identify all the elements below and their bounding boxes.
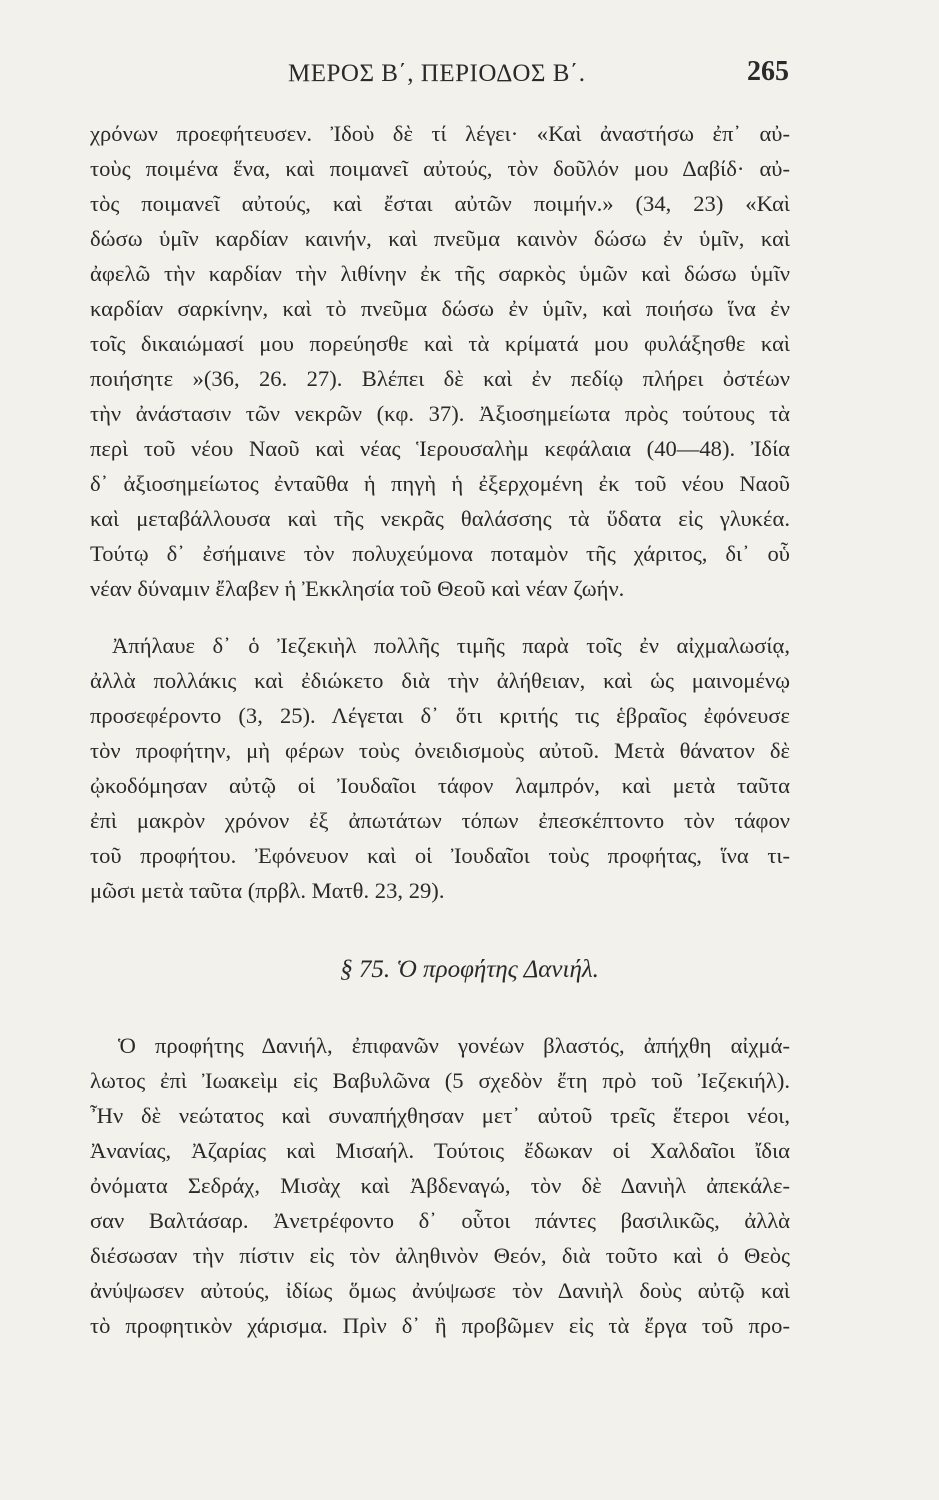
text-line: νέαν δύναμιν ἔλαβεν ἡ Ἐκκλησία τοῦ Θεοῦ καὶ νέαν ζωήν. <box>90 576 625 601</box>
paragraph-ezekiel-prophecy <box>90 116 790 606</box>
section-heading: § 75. Ὁ προφήτης Δανιήλ. <box>340 956 599 983</box>
text-line: καρδίαν σαρκίνην, καὶ τὸ πνεῦμα δώσω ἐν ὑμῖν, καὶ ποιήσω ἵνα ἐν <box>90 296 790 321</box>
text-line: τὸς ποιμανεῖ αὐτούς, καὶ ἔσται αὐτῶν ποιμήν.» (34, 23) «Καὶ <box>90 191 790 216</box>
text-line: χρόνων προεφήτευσεν. Ἰδοὺ δὲ τί λέγει· «Καὶ ἀναστήσω ἐπ᾽ αὐ- <box>90 121 790 146</box>
text-line: ἀφελῶ τὴν καρδίαν τὴν λιθίνην ἐκ τῆς σαρκὸς ὑμῶν καὶ δώσω ὑμῖν <box>90 261 790 286</box>
text-line: ἀλλὰ πολλάκις καὶ ἐδιώκετο διὰ τὴν ἀλήθειαν, καὶ ὡς μαινομένῳ <box>90 668 790 693</box>
text-line: καὶ μεταβάλλουσα καὶ τῆς νεκρᾶς θαλάσσης τὰ ὕδατα εἰς γλυκέα. <box>90 506 790 531</box>
text-line: τὸν προφήτην, μὴ φέρων τοὺς ὀνειδισμοὺς αὐτοῦ. Μετὰ θάνατον δὲ <box>90 738 790 763</box>
text-line: Ἦν δὲ νεώτατος καὶ συναπήχθησαν μετ᾽ αὐτοῦ τρεῖς ἕτεροι νέοι, <box>90 1103 790 1128</box>
paragraph-daniel <box>90 1028 790 1343</box>
text-line: τὴν ἀνάστασιν τῶν νεκρῶν (κφ. 37). Ἀξιοσημείωτα πρὸς τούτους τὰ <box>90 401 790 426</box>
text-line: δώσω ὑμῖν καρδίαν καινήν, καὶ πνεῦμα καινὸν δώσω ἐν ὑμῖν, καὶ <box>90 226 790 251</box>
text-line: λωτος ἐπὶ Ἰωακεὶμ εἰς Βαβυλῶνα (5 σχεδὸν ἔτη πρὸ τοῦ Ἰεζεκιήλ). <box>90 1068 790 1093</box>
paragraph-ezekiel-honor <box>90 628 790 908</box>
text-line: δ᾽ ἀξιοσημείωτος ἐνταῦθα ἡ πηγὴ ἡ ἐξερχομένη ἐκ τοῦ νέου Ναοῦ <box>90 471 790 496</box>
page-header <box>90 56 789 96</box>
text-line: σαν Βαλτάσαρ. Ἀνετρέφοντο δ᾽ οὗτοι πάντες βασιλικῶς, ἀλλὰ <box>90 1208 790 1233</box>
text-line: τοῖς δικαιώμασί μου πορεύησθε καὶ τὰ κρίματά μου φυλάξησθε καὶ <box>90 331 790 356</box>
text-line: Ὁ προφήτης Δανιήλ, ἐπιφανῶν γονέων βλαστός, ἀπήχθη αἰχμά- <box>118 1033 790 1058</box>
text-line: ἀνύψωσεν αὐτούς, ἰδίως ὅμως ἀνύψωσε τὸν Δανιὴλ δοὺς αὐτῷ καὶ <box>90 1278 790 1303</box>
text-line: ποιήσητε »(36, 26. 27). Βλέπει δὲ καὶ ἐν πεδίῳ πλήρει ὀστέων <box>90 366 790 391</box>
text-line: περὶ τοῦ νέου Ναοῦ καὶ νέας Ἱερουσαλὴμ κεφάλαια (40—48). Ἰδία <box>90 436 790 461</box>
text-line: ᾠκοδόμησαν αὐτῷ οἱ Ἰουδαῖοι τάφον λαμπρόν, καὶ μετὰ ταῦτα <box>90 773 790 798</box>
text-line: τοῦ προφήτου. Ἐφόνευον καὶ οἱ Ἰουδαῖοι τοὺς προφήτας, ἵνα τι- <box>90 843 790 868</box>
text-line: τὸ προφητικὸν χάρισμα. Πρὶν δ᾽ ἢ προβῶμεν εἰς τὰ ἔργα τοῦ προ- <box>90 1313 790 1338</box>
text-line: προσεφέροντο (3, 25). Λέγεται δ᾽ ὅτι κριτής τις ἑβραῖος ἐφόνευσε <box>90 703 790 728</box>
text-line: Ἀνανίας, Ἀζαρίας καὶ Μισαήλ. Τούτοις ἔδωκαν οἱ Χαλδαῖοι ἴδια <box>90 1138 790 1163</box>
text-line: τοὺς ποιμένα ἕνα, καὶ ποιμανεῖ αὐτούς, τὸν δοῦλόν μου Δαβίδ· αὐ- <box>90 156 790 181</box>
text-line: Τούτῳ δ᾽ ἐσήμαινε τὸν πολυχεύμονα ποταμὸν τῆς χάριτος, δι᾽ οὗ <box>90 541 790 566</box>
page-number: 265 <box>747 56 789 87</box>
text-line: ὀνόματα Σεδράχ, Μισὰχ καὶ Ἀβδεναγώ, τὸν δὲ Δανιὴλ ἀπεκάλε- <box>90 1173 790 1198</box>
text-line: ἐπὶ μακρὸν χρόνον ἐξ ἀπωτάτων τόπων ἐπεσκέπτοντο τὸν τάφον <box>90 808 790 833</box>
text-line: διέσωσαν τὴν πίστιν εἰς τὸν ἀληθινὸν Θεόν, διὰ τοῦτο καὶ ὁ Θεὸς <box>90 1243 790 1268</box>
running-head: ΜΕΡΟΣ Β΄, ΠΕΡΙΟΔΟΣ Β΄. <box>288 60 586 87</box>
text-line: μῶσι μετὰ ταῦτα (πρβλ. Ματθ. 23, 29). <box>90 878 445 903</box>
text-line: Ἀπήλαυε δ᾽ ὁ Ἰεζεκιὴλ πολλῆς τιμῆς παρὰ τοῖς ἐν αἰχμαλωσίᾳ, <box>112 633 790 658</box>
